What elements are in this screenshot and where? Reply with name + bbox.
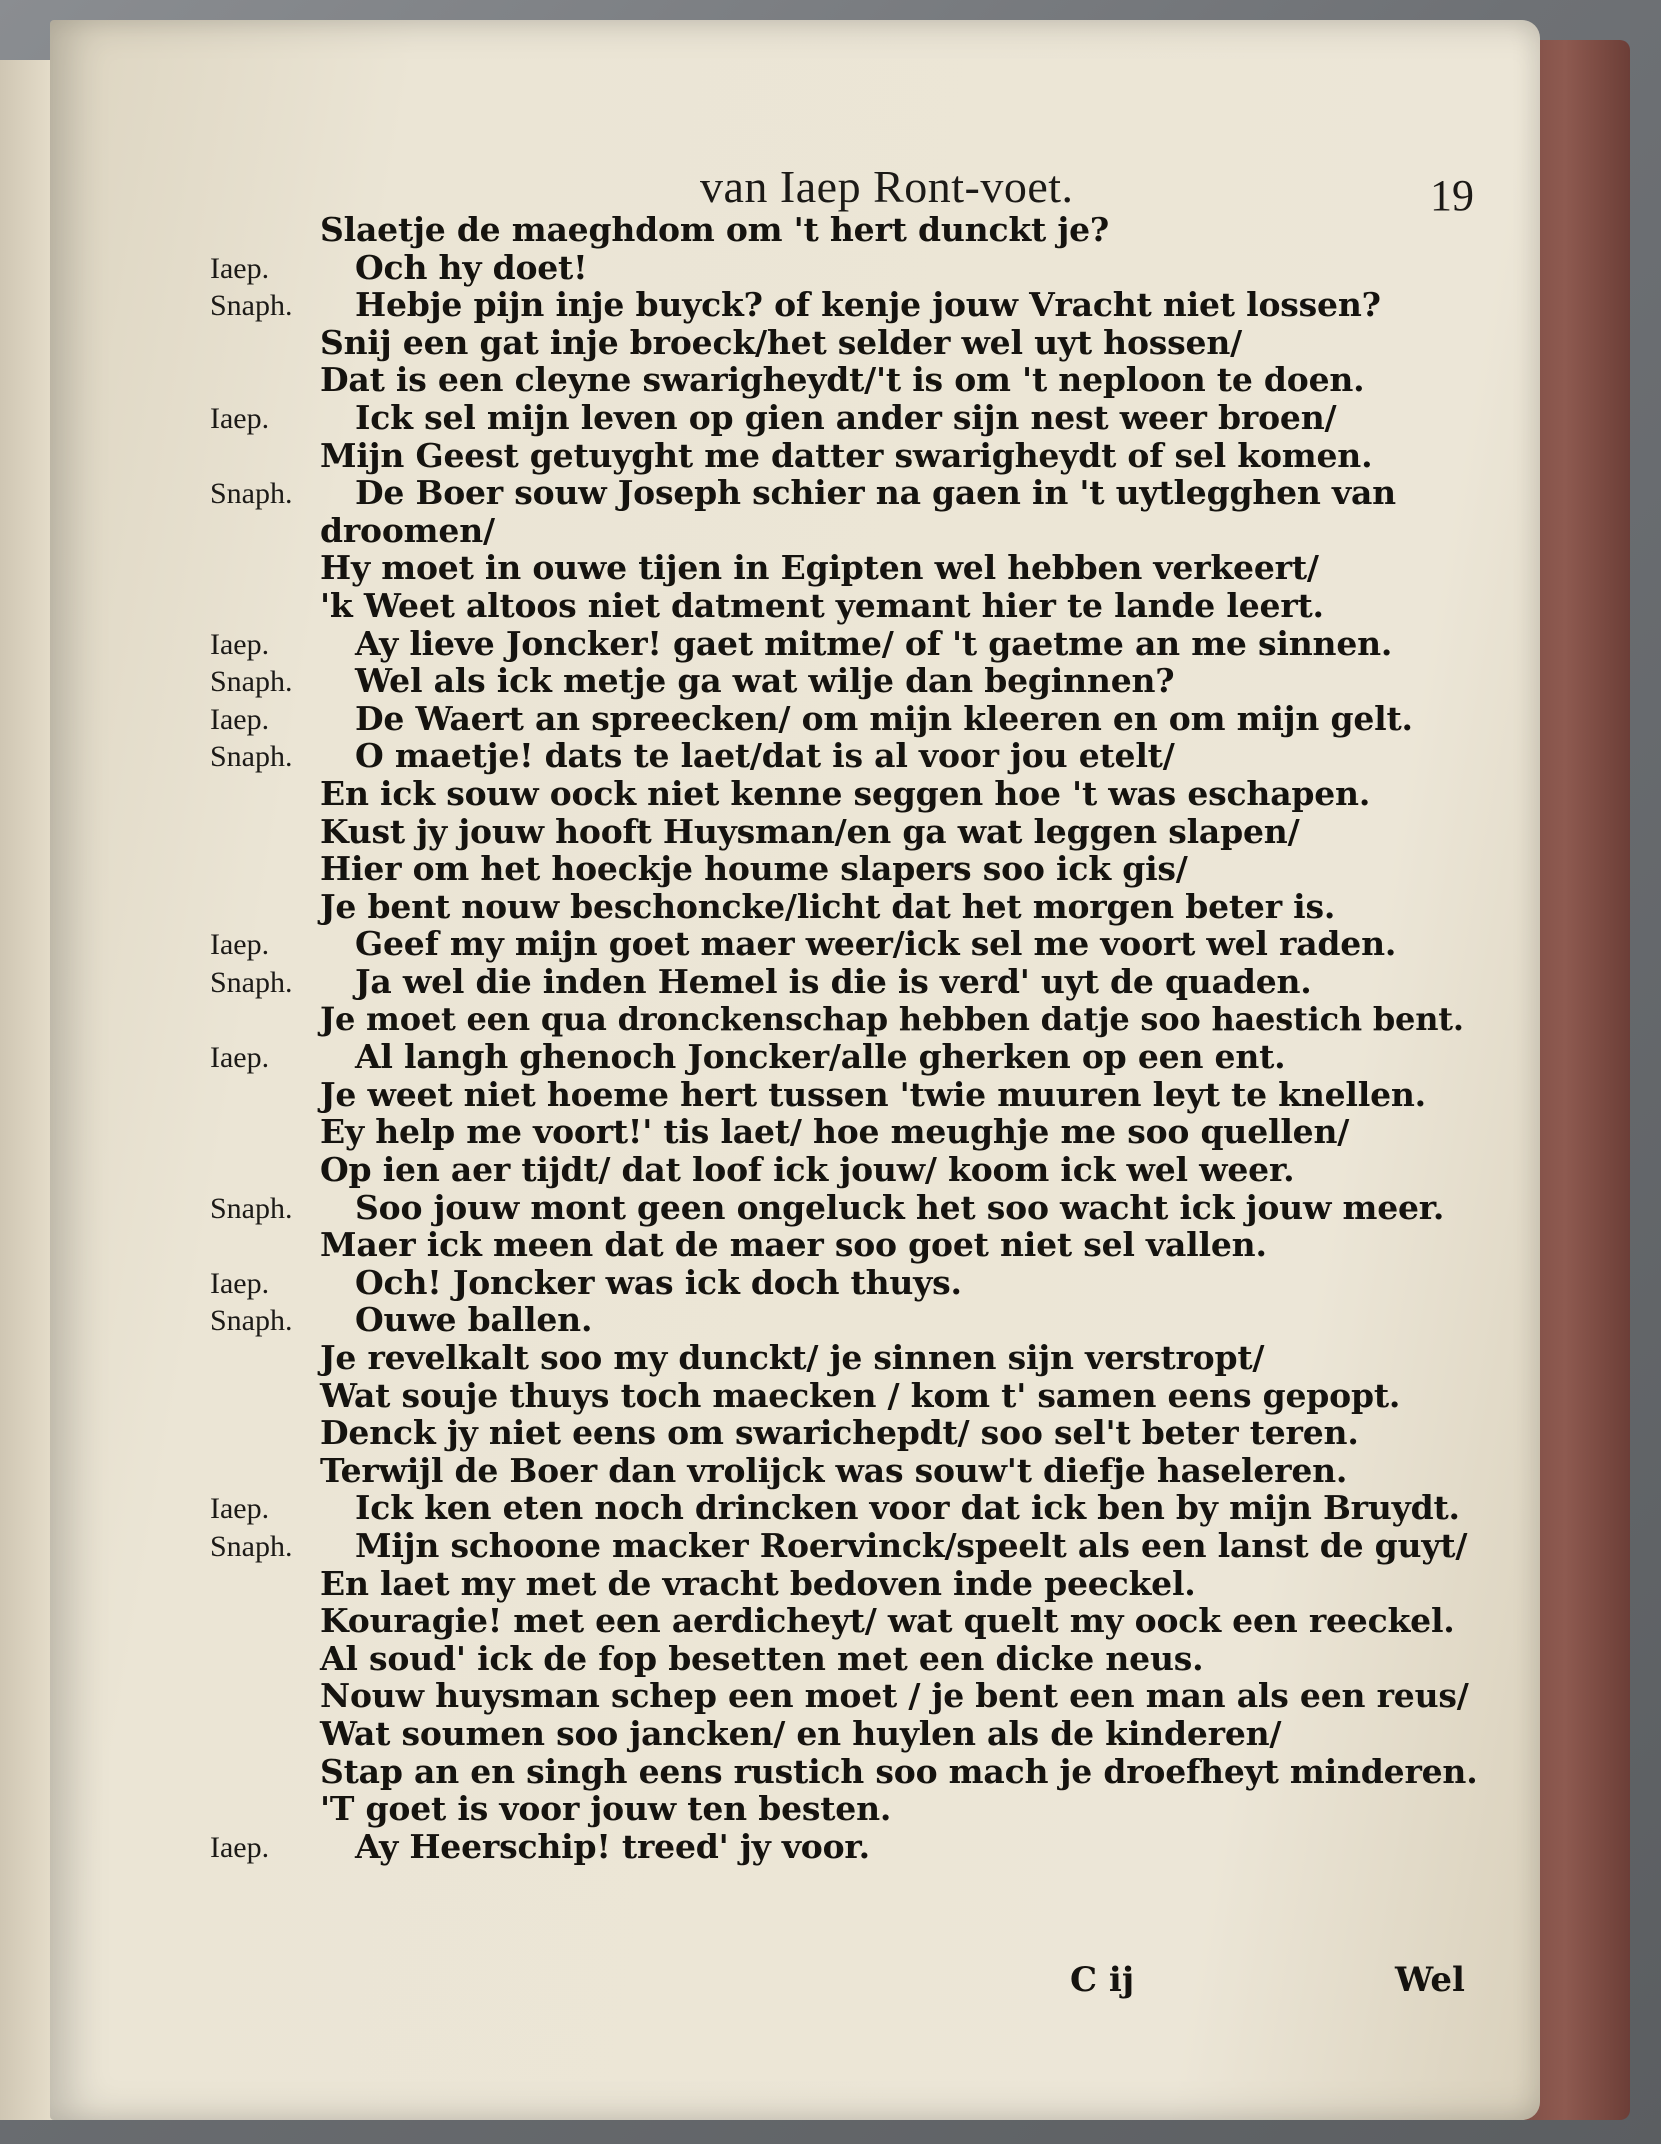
verse-text-line: Terwijl de Boer dan vrolijck was souw't diefje haseleren. (320, 1450, 1348, 1490)
verse-text-line: Dat is een cleyne swarigheydt/'t is om 't neploon te doen. (320, 360, 1365, 400)
verse-line (50, 473, 1540, 513)
verse-text-line: Och hy doet! (355, 247, 588, 287)
verse-text-line: Wat souje thuys toch maecken / kom t' samen eens gepopt. (320, 1375, 1401, 1415)
speaker-label: Snaph. (210, 1530, 293, 1563)
speaker-label: Snaph. (210, 665, 293, 699)
verse-line (50, 398, 1540, 438)
verse-line (50, 624, 1540, 664)
verse-text-line: Wat soumen soo jancken/ en huylen als de kinderen/ (320, 1714, 1282, 1753)
verse-text-line: Denck jy niet eens om swarichepdt/ soo sel't beter teren. (320, 1413, 1359, 1453)
verse-line (50, 1413, 1540, 1453)
signature-mark: C ij (1070, 1960, 1135, 2000)
verse-text-line: Je revelkalt soo my dunckt/ je sinnen sijn verstropt/ (320, 1338, 1265, 1377)
speaker-label: Snaph. (210, 289, 293, 323)
verse-text-line: Op ien aer tijdt/ dat loof ick jouw/ koom ick wel weer. (320, 1150, 1295, 1189)
verse-line (50, 1827, 1540, 1867)
speaker-label: Iaep. (210, 1266, 270, 1300)
verse-line (50, 1451, 1540, 1491)
verse-line (50, 1714, 1540, 1754)
verse-line (50, 1564, 1540, 1604)
speaker-label: Iaep. (210, 1041, 270, 1075)
verse-line (50, 210, 1540, 250)
verse-line (50, 1075, 1540, 1115)
verse-line (50, 1037, 1540, 1077)
verse-text-line: droomen/ (320, 510, 495, 550)
verse-line (50, 1300, 1540, 1340)
verse-text-line: Nouw huysman schep een moet / je bent een man als een reus/ (320, 1676, 1469, 1716)
catchword: Wel (1395, 1960, 1465, 2000)
verse-line (50, 849, 1540, 889)
verse-text-line: De Boer souw Joseph schier na gaen in 't uytlegghen van (355, 473, 1396, 513)
verse-text-line: Ey help me voort!' tis laet/ hoe meughje me soo quellen/ (320, 1112, 1350, 1152)
verse-line (50, 962, 1540, 1002)
verse-line (50, 1601, 1540, 1641)
verse-line (50, 1188, 1540, 1228)
verse-line (50, 511, 1540, 551)
verse-text-line: Wel als ick metje ga wat wilje dan beginnen? (355, 661, 1175, 701)
verse-text-line: 'k Weet altoos niet datment yemant hier te lande leert. (320, 586, 1324, 625)
verse-text-line: Snij een gat inje broeck/het selder wel uyt hossen/ (320, 322, 1242, 362)
verse-line (50, 248, 1540, 288)
speaker-label: Snaph. (210, 477, 293, 511)
verse-line (50, 586, 1540, 626)
verse-line (50, 1112, 1540, 1152)
verse-line (50, 736, 1540, 776)
speaker-label: Iaep. (210, 402, 270, 435)
verse-line (50, 1338, 1540, 1378)
verse-text-line: Ay Heerschip! treed' jy voor. (355, 1826, 870, 1866)
verse-line (50, 1376, 1540, 1416)
verse-text-line: Soo jouw mont geen ongeluck het soo wacht ick jouw meer. (355, 1187, 1445, 1227)
verse-text-line: Hebje pijn inje buyck? of kenje jouw Vracht niet lossen? (355, 285, 1381, 325)
verse-text-line: Al langh ghenoch Joncker/alle gherken op een ent. (355, 1037, 1286, 1077)
verse-line (50, 924, 1540, 964)
verse-line (50, 887, 1540, 927)
speaker-label: Snaph. (210, 740, 293, 774)
verse-line (50, 1752, 1540, 1792)
speaker-label: Snaph. (210, 966, 293, 999)
verse-line (50, 1639, 1540, 1679)
verse-line (50, 661, 1540, 701)
verse-line (50, 1263, 1540, 1303)
verse-text-line: 'T goet is voor jouw ten besten. (320, 1789, 892, 1829)
verse-line (50, 1526, 1540, 1566)
verse-line (50, 1789, 1540, 1829)
speaker-label: Iaep. (210, 928, 270, 962)
verse-line (50, 774, 1540, 814)
verse-text-line: Och! Joncker was ick doch thuys. (355, 1262, 962, 1302)
verse-line (50, 699, 1540, 739)
speaker-label: Iaep. (210, 627, 270, 661)
verse-text-line: O maetje! dats te laet/dat is al voor jou etelt/ (355, 736, 1175, 776)
verse-line (50, 1150, 1540, 1190)
speaker-label: Iaep. (210, 702, 270, 736)
verse-line (50, 323, 1540, 363)
verse-text-line: Ja wel die inden Hemel is die is verd' uyt de quaden. (355, 962, 1312, 1001)
speaker-label: Iaep. (210, 1830, 270, 1864)
verse-text-line: Ouwe ballen. (355, 1300, 593, 1340)
verse-line (50, 548, 1540, 588)
verse-line (50, 285, 1540, 325)
verse-text-line: Ick ken eten noch drincken voor dat ick ben by mijn Bruydt. (355, 1488, 1460, 1528)
verse-text-line: En ick souw oock niet kenne seggen hoe 't was eschapen. (320, 774, 1371, 813)
verse-line (50, 1000, 1540, 1040)
verse-text-line: Mijn Geest getuyght me datter swarigheydt of sel komen. (320, 435, 1373, 475)
verse-text-line: Maer ick meen dat de maer soo goet niet sel vallen. (320, 1225, 1267, 1265)
verse-text-line: Hier om het hoeckje houme slapers soo ick gis/ (320, 849, 1188, 889)
speaker-label: Snaph. (210, 1304, 293, 1338)
verse-text-line: Ick sel mijn leven op gien ander sijn nest weer broen/ (355, 398, 1337, 437)
verse-line (50, 1676, 1540, 1716)
book-page (50, 20, 1540, 2120)
verse-text-line: Stap an en singh eens rustich soo mach je droefheyt minderen. (320, 1751, 1478, 1791)
verse-text-line: Geef my mijn goet maer weer/ick sel me voort wel raden. (355, 924, 1397, 964)
verse-text-line: Kouragie! met een aerdicheyt/ wat quelt my oock een reeckel. (320, 1601, 1455, 1641)
verse-line (50, 1488, 1540, 1528)
verse-text-line: Ay lieve Joncker! gaet mitme/ of 't gaetme an me sinnen. (355, 623, 1393, 663)
verse-text-line: Al soud' ick de fop besetten met een dicke neus. (320, 1638, 1204, 1678)
verse-text-line: Hy moet in ouwe tijen in Egipten wel hebben verkeert/ (320, 548, 1319, 588)
verse-text-line: Mijn schoone macker Roervinck/speelt als een lanst de guyt/ (355, 1526, 1468, 1565)
verse-line (50, 360, 1540, 400)
verse-text-line: Je moet een qua dronckenschap hebben datje soo haestich bent. (320, 999, 1464, 1038)
verse-text-line: Kust jy jouw hooft Huysman/en ga wat leggen slapen/ (320, 811, 1300, 851)
verse-line (50, 436, 1540, 476)
running-title: van Iaep Ront-voet. (700, 161, 1074, 212)
verse-text-line: En laet my met de vracht bedoven inde peeckel. (320, 1563, 1196, 1603)
speaker-label: Iaep. (210, 1492, 270, 1526)
speaker-label: Iaep. (210, 251, 270, 285)
page-number: 19 (1430, 171, 1474, 220)
verse-text-line: Je bent nouw beschoncke/licht dat het morgen beter is. (320, 886, 1336, 926)
verse-line (50, 812, 1540, 852)
verse-text-line: Je weet niet hoeme hert tussen 'twie muuren leyt te knellen. (320, 1074, 1426, 1114)
speaker-label: Snaph. (210, 1191, 293, 1225)
verse-line (50, 1225, 1540, 1265)
verse-text-line: Slaetje de maeghdom om 't hert dunckt je? (320, 210, 1110, 249)
verse-text-line: De Waert an spreecken/ om mijn kleeren en om mijn gelt. (355, 698, 1413, 738)
